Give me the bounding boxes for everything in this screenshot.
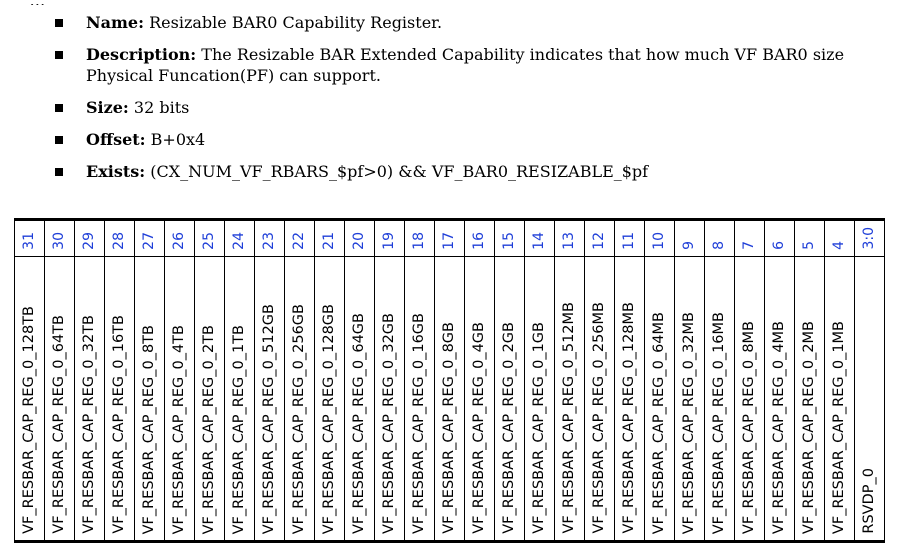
field-name-cell [105, 257, 135, 542]
field-name-cell [615, 257, 645, 542]
field-name: VF_RESBAR_CAP_REG_0_32MB [681, 311, 697, 534]
bit-number-cell [555, 220, 585, 257]
field-name: VF_RESBAR_CAP_REG_0_2MB [801, 320, 817, 534]
field-name: VF_RESBAR_CAP_REG_0_4TB [171, 324, 187, 534]
bit-number: 26 [171, 232, 187, 250]
bit-number-cell [195, 220, 225, 257]
bit-number: 20 [351, 232, 367, 250]
bit-number: 29 [81, 232, 97, 250]
bit-number: 5 [801, 241, 817, 250]
field-name: VF_RESBAR_CAP_REG_0_128MB [621, 302, 637, 534]
field-name: RSVDP_0 [861, 468, 877, 534]
field-name-cell [135, 257, 165, 542]
bit-number: 4 [831, 241, 847, 250]
field-name-cell [735, 257, 765, 542]
field-name-cell [675, 257, 705, 542]
field-name-cell [225, 257, 255, 542]
bit-number-cell [345, 220, 375, 257]
bit-number-cell [315, 220, 345, 257]
bit-number: 25 [201, 232, 217, 250]
bit-number: 23 [261, 232, 277, 250]
field-name-cell [645, 257, 675, 542]
field-name-cell [765, 257, 795, 542]
bit-number-cell [825, 220, 855, 257]
property-size [55, 97, 895, 118]
field-name-cell [345, 257, 375, 542]
bit-number: 21 [321, 232, 337, 250]
field-name: VF_RESBAR_CAP_REG_0_4GB [471, 322, 487, 534]
field-name-cell [495, 257, 525, 542]
bit-number: 13 [561, 232, 577, 250]
property-label: Description: [86, 45, 197, 64]
field-name-cell [465, 257, 495, 542]
bit-number-cell [255, 220, 285, 257]
property-label: Size: [86, 98, 129, 117]
cut-off-heading-fragment [30, 0, 630, 5]
register-bit-field-diagram [14, 218, 885, 543]
field-name-cell [285, 257, 315, 542]
bit-number-cell [645, 220, 675, 257]
bit-number: 7 [741, 241, 757, 250]
bit-number: 22 [291, 232, 307, 250]
field-name: VF_RESBAR_CAP_REG_0_1GB [531, 322, 547, 534]
bit-number: 9 [681, 241, 697, 250]
field-name-cell [585, 257, 615, 542]
property-value: B+0x4 [150, 130, 206, 149]
field-name: VF_RESBAR_CAP_REG_0_16MB [711, 311, 727, 534]
field-name-cell [315, 257, 345, 542]
bit-number-cell [375, 220, 405, 257]
bit-number: 24 [231, 232, 247, 250]
field-name-cell [195, 257, 225, 542]
field-name-cell [435, 257, 465, 542]
register-table [14, 218, 885, 543]
bit-number-cell [285, 220, 315, 257]
property-label: Exists: [86, 162, 146, 181]
bit-number: 27 [141, 232, 157, 250]
bit-number-cell [525, 220, 555, 257]
field-name-cell [165, 257, 195, 542]
square-bullet-icon [55, 19, 63, 27]
bit-number-cell [15, 220, 45, 257]
property-value: Resizable BAR0 Capability Register. [149, 13, 443, 32]
square-bullet-icon [55, 168, 63, 176]
bit-number-cell [105, 220, 135, 257]
field-name: VF_RESBAR_CAP_REG_0_512GB [261, 303, 277, 534]
field-name: VF_RESBAR_CAP_REG_0_512MB [561, 302, 577, 534]
bit-number-cell [585, 220, 615, 257]
bit-number: 12 [591, 232, 607, 250]
field-name-cell [255, 257, 285, 542]
bit-number-cell [855, 220, 885, 257]
field-name-cell [555, 257, 585, 542]
field-name: VF_RESBAR_CAP_REG_0_1MB [831, 320, 847, 534]
field-name: VF_RESBAR_CAP_REG_0_32GB [381, 312, 397, 534]
field-name: VF_RESBAR_CAP_REG_0_1TB [231, 324, 247, 534]
bit-number: 18 [411, 232, 427, 250]
bit-number: 14 [531, 232, 547, 250]
register-properties-list [55, 12, 895, 193]
bit-number: 8 [711, 241, 727, 250]
bit-number-cell [705, 220, 735, 257]
bit-number: 30 [51, 232, 67, 250]
field-name: VF_RESBAR_CAP_REG_0_64TB [51, 315, 67, 534]
bit-number: 15 [501, 232, 517, 250]
property-offset [55, 129, 895, 150]
field-name: VF_RESBAR_CAP_REG_0_4MB [771, 320, 787, 534]
field-name: VF_RESBAR_CAP_REG_0_2GB [501, 322, 517, 534]
field-name: VF_RESBAR_CAP_REG_0_8GB [441, 322, 457, 534]
field-name: VF_RESBAR_CAP_REG_0_32TB [81, 315, 97, 534]
square-bullet-icon [55, 51, 63, 59]
bit-number-cell [135, 220, 165, 257]
bit-number-cell [765, 220, 795, 257]
field-name-cell [825, 257, 855, 542]
bit-number-cell [75, 220, 105, 257]
bit-number: 28 [111, 232, 127, 250]
bit-number-cell [495, 220, 525, 257]
field-name-cell [375, 257, 405, 542]
bit-number: 6 [771, 241, 787, 250]
property-description [55, 44, 895, 86]
field-name-cell [405, 257, 435, 542]
property-exists [55, 161, 895, 182]
bit-number: 10 [651, 232, 667, 250]
field-name: VF_RESBAR_CAP_REG_0_256GB [291, 303, 307, 534]
field-name: VF_RESBAR_CAP_REG_0_128TB [21, 306, 37, 534]
field-name: VF_RESBAR_CAP_REG_0_64MB [651, 311, 667, 534]
bit-number-cell [405, 220, 435, 257]
bit-number-cell [735, 220, 765, 257]
property-label: Name: [86, 13, 145, 32]
bit-number-cell [225, 220, 255, 257]
bit-number: 3:0 [861, 227, 877, 250]
field-name: VF_RESBAR_CAP_REG_0_64GB [351, 312, 367, 534]
field-name: VF_RESBAR_CAP_REG_0_8MB [741, 320, 757, 534]
field-name: VF_RESBAR_CAP_REG_0_16TB [111, 315, 127, 534]
property-label: Offset: [86, 130, 146, 149]
bit-number-cell [465, 220, 495, 257]
field-name: VF_RESBAR_CAP_REG_0_8TB [141, 324, 157, 534]
property-value: The Resizable BAR Extended Capability indicates that how much VF BAR0 size Physical Funcation(PF) can support. [86, 45, 845, 85]
bit-number: 19 [381, 232, 397, 250]
field-name-cell [525, 257, 555, 542]
bit-number-cell [435, 220, 465, 257]
field-name-cell [795, 257, 825, 542]
bit-number-row [15, 220, 885, 257]
bit-number-cell [795, 220, 825, 257]
bit-number-cell [615, 220, 645, 257]
field-name-cell [855, 257, 885, 542]
field-name: VF_RESBAR_CAP_REG_0_256MB [591, 302, 607, 534]
field-name: VF_RESBAR_CAP_REG_0_128GB [321, 303, 337, 534]
field-name-row [15, 257, 885, 542]
bit-number: 17 [441, 232, 457, 250]
square-bullet-icon [55, 104, 63, 112]
field-name-cell [75, 257, 105, 542]
field-name: VF_RESBAR_CAP_REG_0_2TB [201, 324, 217, 534]
bit-number: 31 [21, 232, 37, 250]
property-value: (CX_NUM_VF_RBARS_$pf>0) && VF_BAR0_RESIZABLE_$pf [150, 162, 649, 181]
bit-number: 16 [471, 232, 487, 250]
bit-number-cell [45, 220, 75, 257]
field-name-cell [705, 257, 735, 542]
square-bullet-icon [55, 136, 63, 144]
bit-number-cell [675, 220, 705, 257]
bit-number: 11 [621, 232, 637, 250]
property-value: 32 bits [133, 98, 190, 117]
field-name: VF_RESBAR_CAP_REG_0_16GB [411, 312, 427, 534]
bit-number-cell [165, 220, 195, 257]
field-name-cell [15, 257, 45, 542]
field-name-cell [45, 257, 75, 542]
property-name [55, 12, 895, 33]
